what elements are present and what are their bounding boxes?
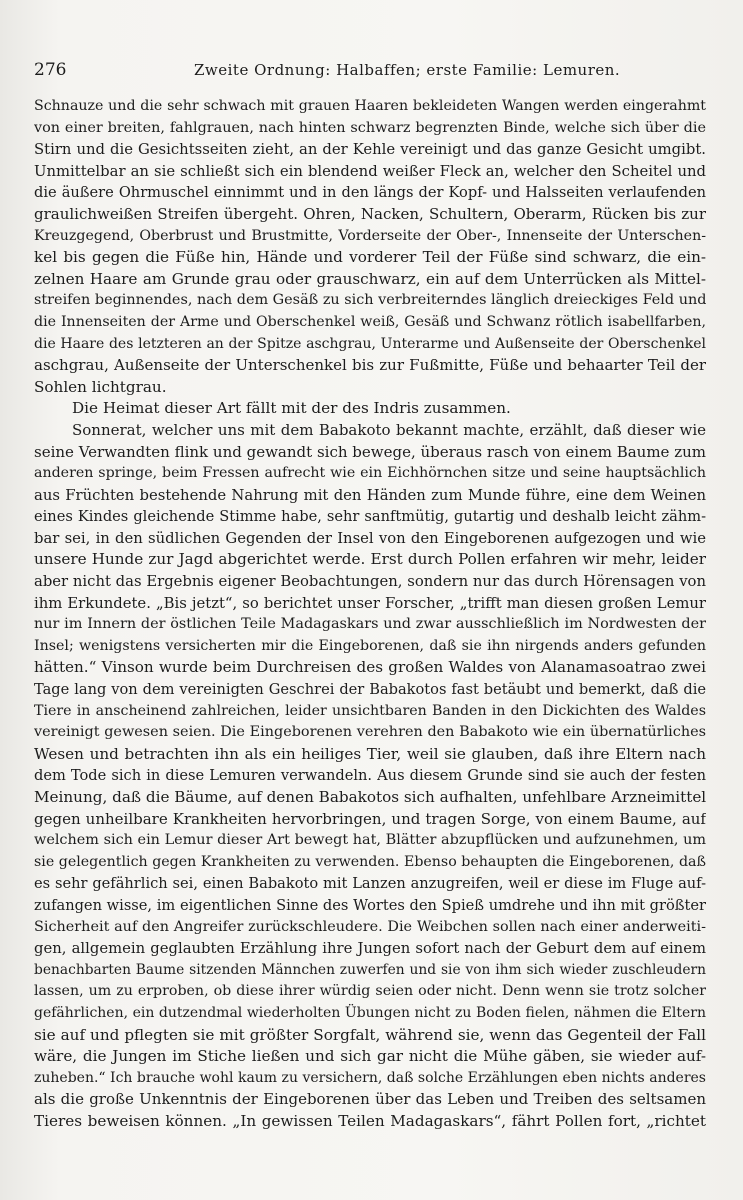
page-number: 276	[34, 60, 67, 80]
text-line: die äußere Ohrmuschel einnimmt und in den längs der Kopf- und Halsseiten verlaufenden	[34, 184, 706, 202]
text-line: Tieres beweisen können. „In gewissen Teilen Madagaskars“, fährt Pollen fort, „richtet	[34, 1111, 706, 1130]
text-line: sie gelegentlich gegen Krankheiten zu verwenden. Ebenso behaupten die Eingeborenen, daß	[34, 853, 706, 870]
text-line: es sehr gefährlich sei, einen Babakoto mit Lanzen anzugreifen, weil er diese im Fluge auf-	[34, 875, 706, 893]
text-line: die Haare des letzteren an der Spitze aschgrau, Unterarme und Außenseite der Oberschenkel	[34, 335, 706, 352]
text-line: sie auf und pflegten sie mit größter Sorgfalt, während sie, wenn das Gegenteil der Fall	[34, 1025, 706, 1044]
text-line: aus Früchten bestehende Nahrung mit den Händen zum Munde führe, eine dem Weinen	[34, 486, 706, 504]
text-line: unsere Hunde zur Jagd abgerichtet werde. Erst durch Pollen erfahren wir mehr, leider	[34, 550, 706, 569]
text-line: als die große Unkenntnis der Eingeborenen über das Leben und Treiben des seltsamen	[34, 1090, 706, 1109]
text-line: Unmittelbar an sie schließt sich ein blendend weißer Fleck an, welcher den Scheitel und	[34, 162, 706, 180]
text-line: Sonnerat, welcher uns mit dem Babakoto bekannt machte, erzählt, daß dieser wie	[72, 420, 706, 439]
text-line: vereinigt gewesen seien. Die Eingeborenen verehren den Babakoto wie ein übernatürliches	[34, 724, 706, 741]
text-line: Sicherheit auf den Angreifer zurückschleudere. Die Weibchen sollen nach einer anderweiti-	[34, 918, 706, 935]
text-line: dem Tode sich in diese Lemuren verwandeln. Aus diesem Grunde sind sie auch der festen	[34, 767, 706, 785]
page-header	[34, 60, 710, 84]
text-line: seine Verwandten flink und gewandt sich bewege, überaus rasch von einem Baume zum	[34, 442, 706, 461]
text-line: lassen, um zu erproben, ob diese ihrer würdig seien oder nicht. Denn wenn sie trotz solcher	[34, 983, 706, 1000]
text-line: graulichweißen Streifen übergeht. Ohren, Nacken, Schultern, Oberarm, Rücken bis zur	[34, 204, 706, 223]
text-line: anderen springe, beim Fressen aufrecht wie ein Eichhörnchen sitze und seine hauptsächlich	[34, 465, 706, 482]
text-line: hätten.“ Vinson wurde beim Durchreisen des großen Waldes von Alanamasoatrao zwei	[34, 658, 706, 677]
text-line: Meinung, daß die Bäume, auf denen Babakotos sich aufhalten, unfehlbare Arzneimittel	[34, 788, 706, 806]
text-line: zuheben.“ Ich brauche wohl kaum zu versichern, daß solche Erzählungen eben nichts anderes	[34, 1069, 706, 1086]
text-line: Tiere in anscheinend zahlreichen, leider unsichtbaren Banden in den Dickichten des Waldes	[34, 702, 706, 719]
text-line: streifen beginnendes, nach dem Gesäß zu sich verbreiterndes länglich dreieckiges Feld und	[34, 292, 706, 309]
text-line: Insel; wenigstens versicherten mir die Eingeborenen, daß sie ihn nirgends anders gefunden	[34, 637, 706, 654]
text-line: bar sei, in den südlichen Gegenden der Insel von den Eingeborenen aufgezogen und wie	[34, 529, 706, 547]
text-line: benachbarten Baume sitzenden Männchen zuwerfen und sie von ihm sich wieder zuschleudern	[34, 961, 706, 978]
text-line: Tage lang von dem vereinigten Geschrei der Babakotos fast betäubt und bemerkt, daß die	[34, 681, 706, 699]
text-line: gegen unheilbare Krankheiten hervorbringen, und tragen Sorge, von einem Baume, auf	[34, 809, 706, 828]
text-line: welchem sich ein Lemur dieser Art bewegt hat, Blätter abzupflücken und aufzunehmen, um	[34, 832, 706, 849]
text-line: zufangen wisse, im eigentlichen Sinne des Wortes den Spieß umdrehe und ihn mit größter	[34, 896, 706, 914]
text-line: wäre, die Jungen im Stiche ließen und sich gar nicht die Mühe gäben, sie wieder auf-	[34, 1047, 706, 1066]
text-line: aschgrau, Außenseite der Unterschenkel bis zur Fußmitte, Füße und behaarter Teil der	[34, 356, 706, 375]
text-line: Schnauze und die sehr schwach mit grauen Haaren bekleideten Wangen werden eingerahmt	[34, 98, 706, 114]
text-line: zelnen Haare am Grunde grau oder grauschwarz, ein auf dem Unterrücken als Mittel-	[34, 269, 706, 288]
text-line: gefährlichen, ein dutzendmal wiederholten Übungen nicht zu Boden fielen, nähmen die Eltern	[34, 1004, 706, 1021]
text-line: ihm Erkundete. „Bis jetzt“, so berichtet unser Forscher, „trifft man diesen großen Lemur	[34, 594, 706, 612]
text-line: Kreuzgegend, Oberbrust und Brustmitte, Vorderseite der Ober-, Innenseite der Unterschen-	[34, 227, 706, 244]
body-text	[34, 96, 706, 1133]
text-line: kel bis gegen die Füße hin, Hände und vorderer Teil der Füße sind schwarz, die ein-	[34, 248, 706, 267]
text-line: Die Heimat dieser Art fällt mit der des Indris zusammen.	[72, 399, 511, 418]
text-line: die Innenseiten der Arme und Oberschenkel weiß, Gesäß und Schwanz rötlich isabellfarben,	[34, 313, 706, 330]
text-line: aber nicht das Ergebnis eigener Beobachtungen, sondern nur das durch Hörensagen von	[34, 573, 706, 591]
text-line: Sohlen lichtgrau.	[34, 377, 167, 396]
text-line: nur im Innern der östlichen Teile Madagaskars und zwar ausschließlich im Nordwesten der	[34, 616, 706, 633]
text-line: eines Kindes gleichende Stimme habe, sehr sanftmütig, gutartig und deshalb leicht zähm-	[34, 508, 706, 526]
text-line: von einer breiten, fahlgrauen, nach hinten schwarz begrenzten Binde, welche sich über die	[34, 119, 706, 136]
running-head: Zweite Ordnung: Halbaffen; erste Familie: Lemuren.	[194, 61, 621, 79]
text-line: gen, allgemein geglaubten Erzählung ihre Jungen sofort nach der Geburt dem auf einem	[34, 940, 706, 958]
text-line: Stirn und die Gesichtsseiten zieht, an der Kehle vereinigt und das ganze Gesicht umgibt.	[34, 141, 706, 159]
text-line: Wesen und betrachten ihn als ein heiliges Tier, weil sie glauben, daß ihre Eltern nach	[34, 744, 706, 763]
